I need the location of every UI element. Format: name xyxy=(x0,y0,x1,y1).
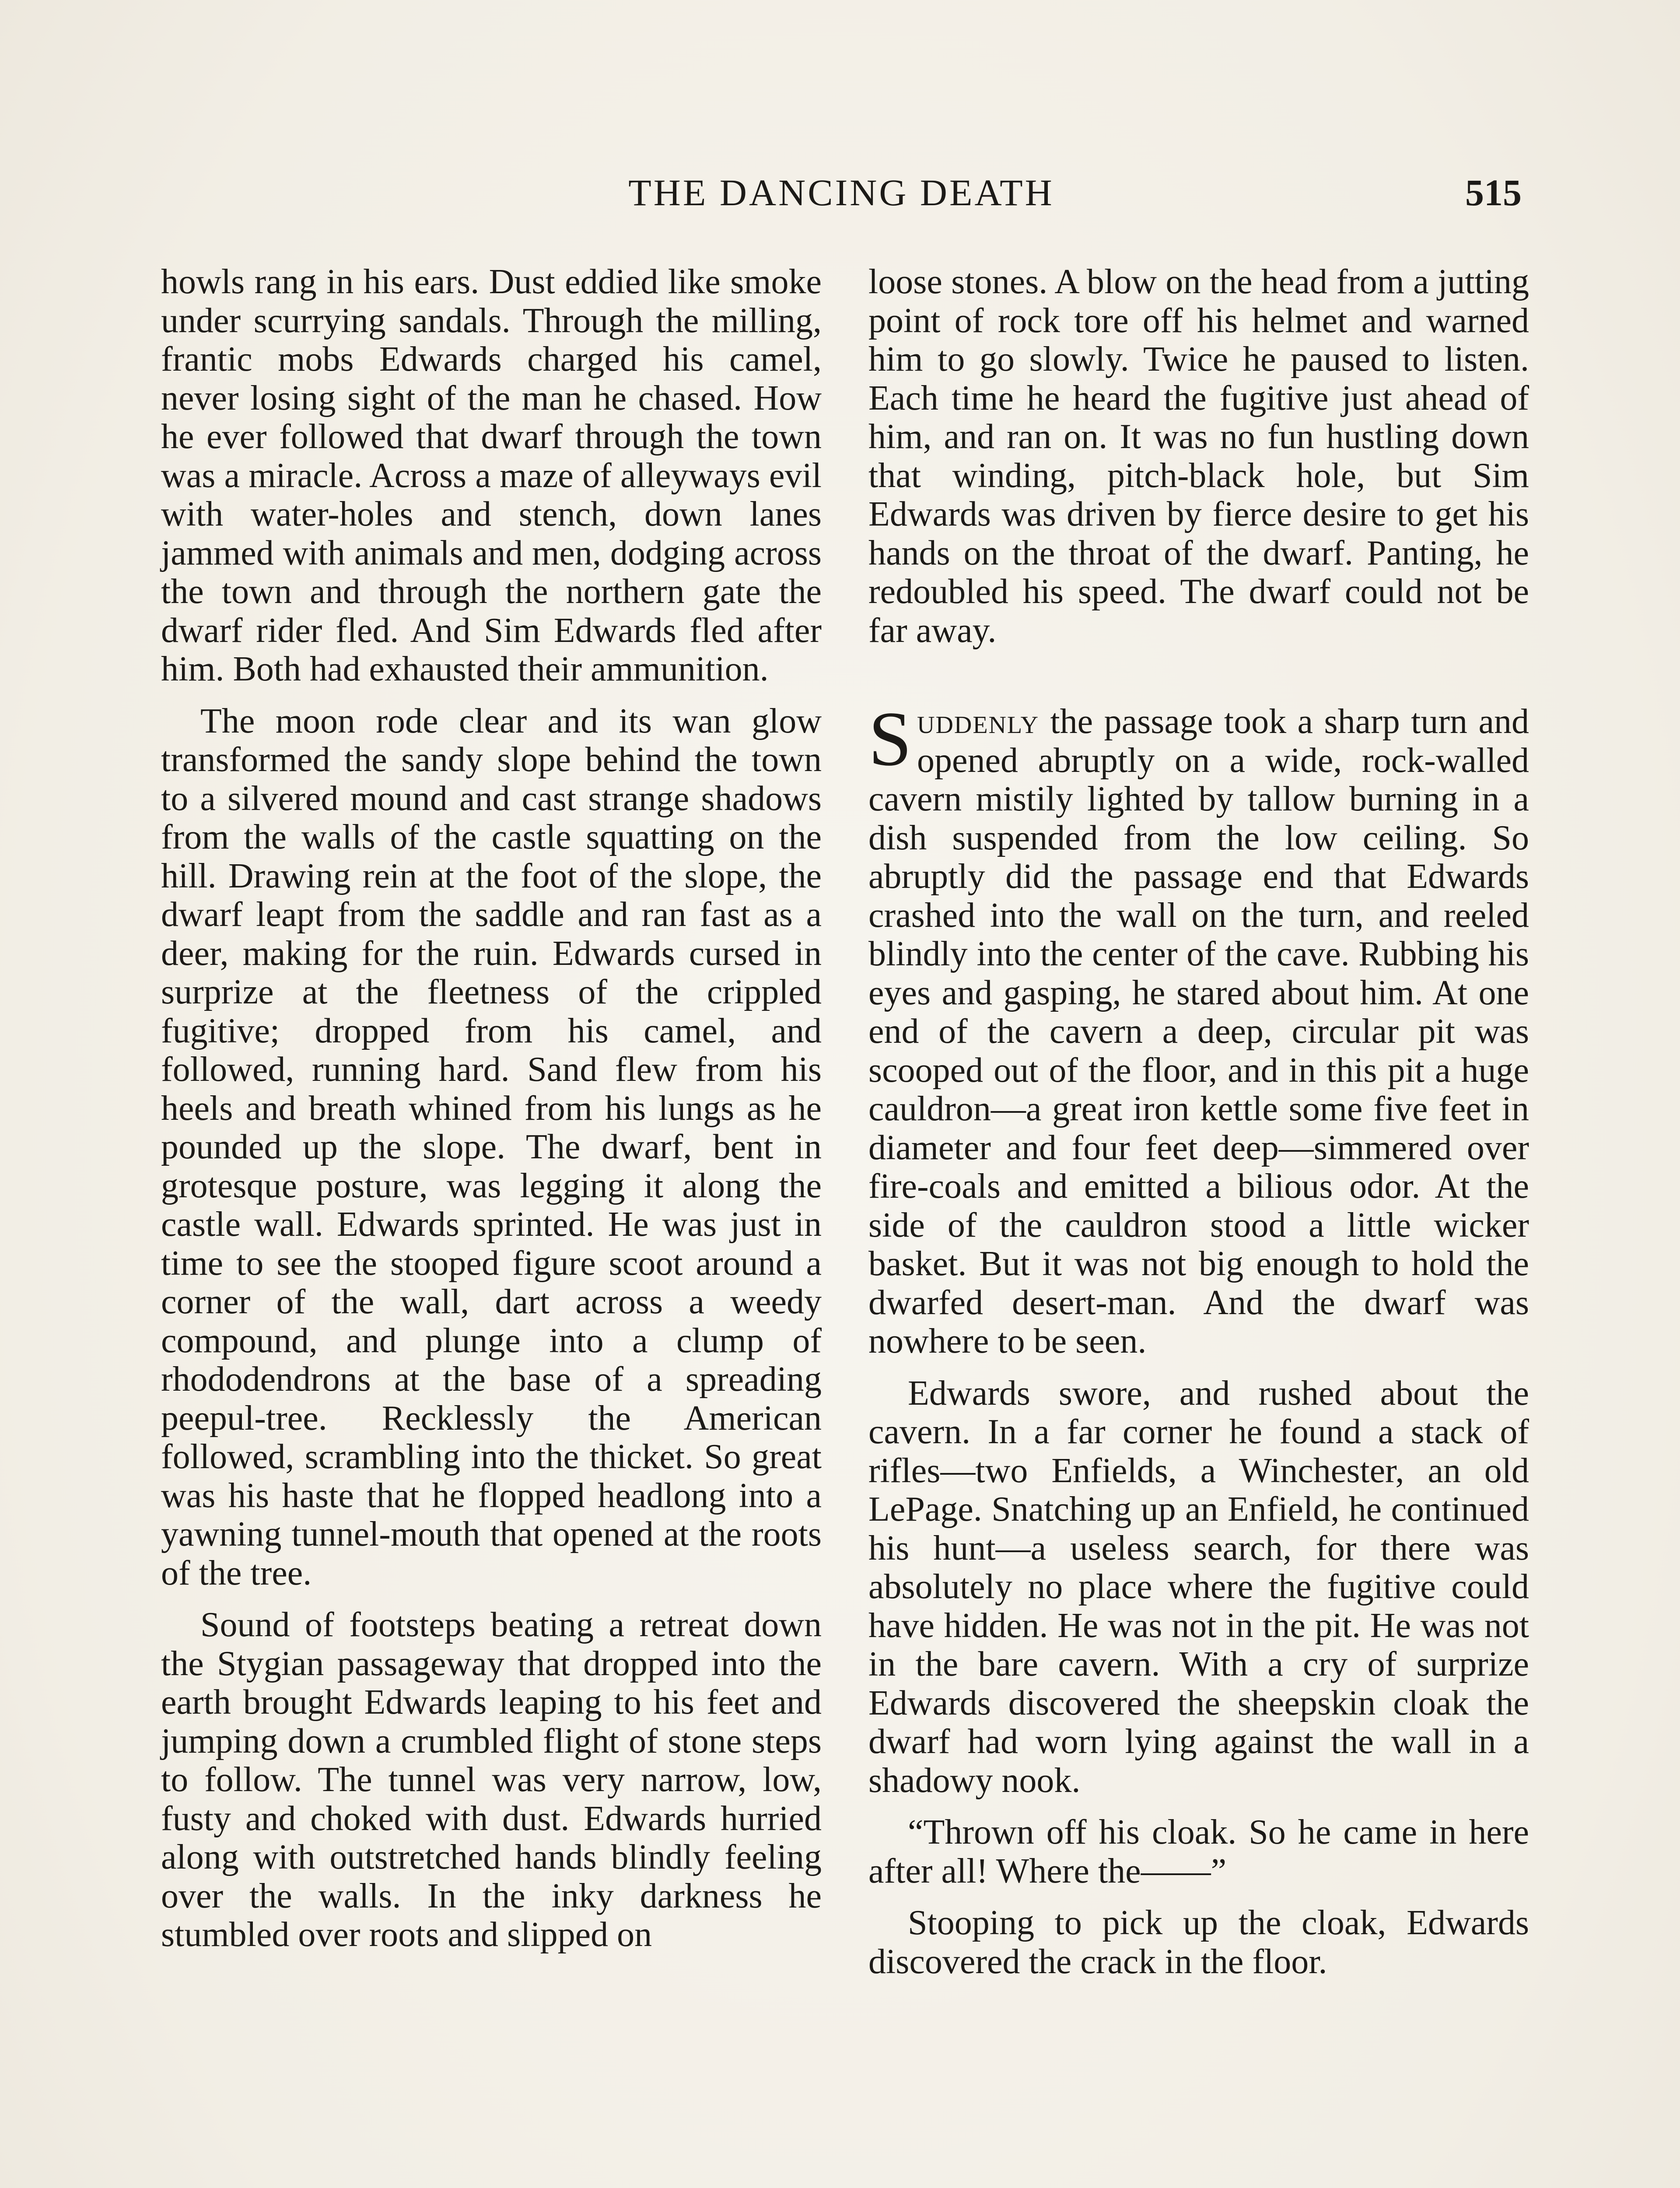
paragraph: Edwards swore, and rushed about the cavern. In a far corner he found a stack of rifles—two Enfields, a Winchester, an old LePage. Snatching up an Enfield, he continued his hunt—a useless search, for there was absolutely no place where the fugitive could have hidden. He was not in the pit. He was not in the bare cavern. With a cry of surprize Edwards discovered the sheepskin cloak the dwarf had worn lying against the wall in a shadowy nook. xyxy=(868,1374,1529,1800)
page-header xyxy=(161,168,1522,217)
paragraph-text: the passage took a sharp turn and opened abruptly on a wide, rock-walled cavern mistily lighted by tallow burning in a dish suspended from the low ceiling. So abruptly did the passage end that Edwards crashed into the wall on the turn, and reeled blindly into the center of the cave. Rubbing his eyes and gasping, he stared about him. At one end of the cavern a deep, circular pit was scooped out of the floor, and in this pit a huge cauldron—a great iron kettle some five feet in diameter and four feet deep—simmered over fire-coals and emitted a bilious odor. At the side of the cauldron stood a little wicker basket. But it was not big enough to hold the dwarfed desert-man. And the dwarf was nowhere to be seen. xyxy=(868,702,1529,1360)
small-caps-lead: uddenly xyxy=(917,702,1040,741)
section-opening-paragraph xyxy=(868,695,1529,1361)
paragraph: Sound of footsteps beating a retreat down the Stygian passageway that dropped into the earth brought Edwards leaping to his feet and jumping down a crumbled flight of stone steps to follow. The tunnel was very narrow, low, fusty and choked with dust. Edwards hurried along with outstretched hands blindly feeling over the walls. In the inky darkness he stumbled over roots and slipped on xyxy=(161,1606,822,1954)
drop-cap: S xyxy=(868,695,912,782)
page-number: 515 xyxy=(1465,172,1522,214)
paragraph: “Thrown off his cloak. So he came in here after all! Where the——” xyxy=(868,1813,1529,1890)
left-column xyxy=(161,263,822,1954)
right-column xyxy=(868,263,1529,1981)
paragraph: loose stones. A blow on the head from a jutting point of rock tore off his helmet and warned him to go slowly. Twice he paused to listen. Each time he heard the fugitive just ahead of him, and ran on. It was no fun hustling down that winding, pitch-black hole, but Sim Edwards was driven by fierce desire to get his hands on the throat of the dwarf. Panting, he redoubled his speed. The dwarf could not be far away. xyxy=(868,263,1529,650)
paragraph: Stooping to pick up the cloak, Edwards discovered the crack in the floor. xyxy=(868,1904,1529,1981)
running-title: THE DANCING DEATH xyxy=(628,172,1054,214)
paragraph: The moon rode clear and its wan glow transformed the sandy slope behind the town to a silvered mound and cast strange shadows from the walls of the castle squatting on the hill. Drawing rein at the foot of the slope, the dwarf leapt from the saddle and ran fast as a deer, making for the ruin. Edwards cursed in surprize at the fleetness of the crippled fugitive; dropped from his camel, and followed, running hard. Sand flew from his heels and breath whined from his lungs as he pounded up the slope. The dwarf, bent in grotesque posture, was legging it along the castle wall. Edwards sprinted. He was just in time to see the stooped figure scoot around a corner of the wall, dart across a weedy compound, and plunge into a clump of rhododendrons at the base of a spreading peepul-tree. Recklessly the American followed, scrambling into the thicket. So great was his haste that he flopped headlong into a yawning tunnel-mouth that opened at the roots of the tree. xyxy=(161,701,822,1592)
paragraph: howls rang in his ears. Dust eddied like smoke under scurrying sandals. Through the milling, frantic mobs Edwards charged his camel, never losing sight of the man he chased. How he ever followed that dwarf through the town was a miracle. Across a maze of alleyways evil with water-holes and stench, down lanes jammed with animals and men, dodging across the town and through the northern gate the dwarf rider fled. And Sim Edwards fled after him. Both had exhausted their ammunition. xyxy=(161,263,822,688)
